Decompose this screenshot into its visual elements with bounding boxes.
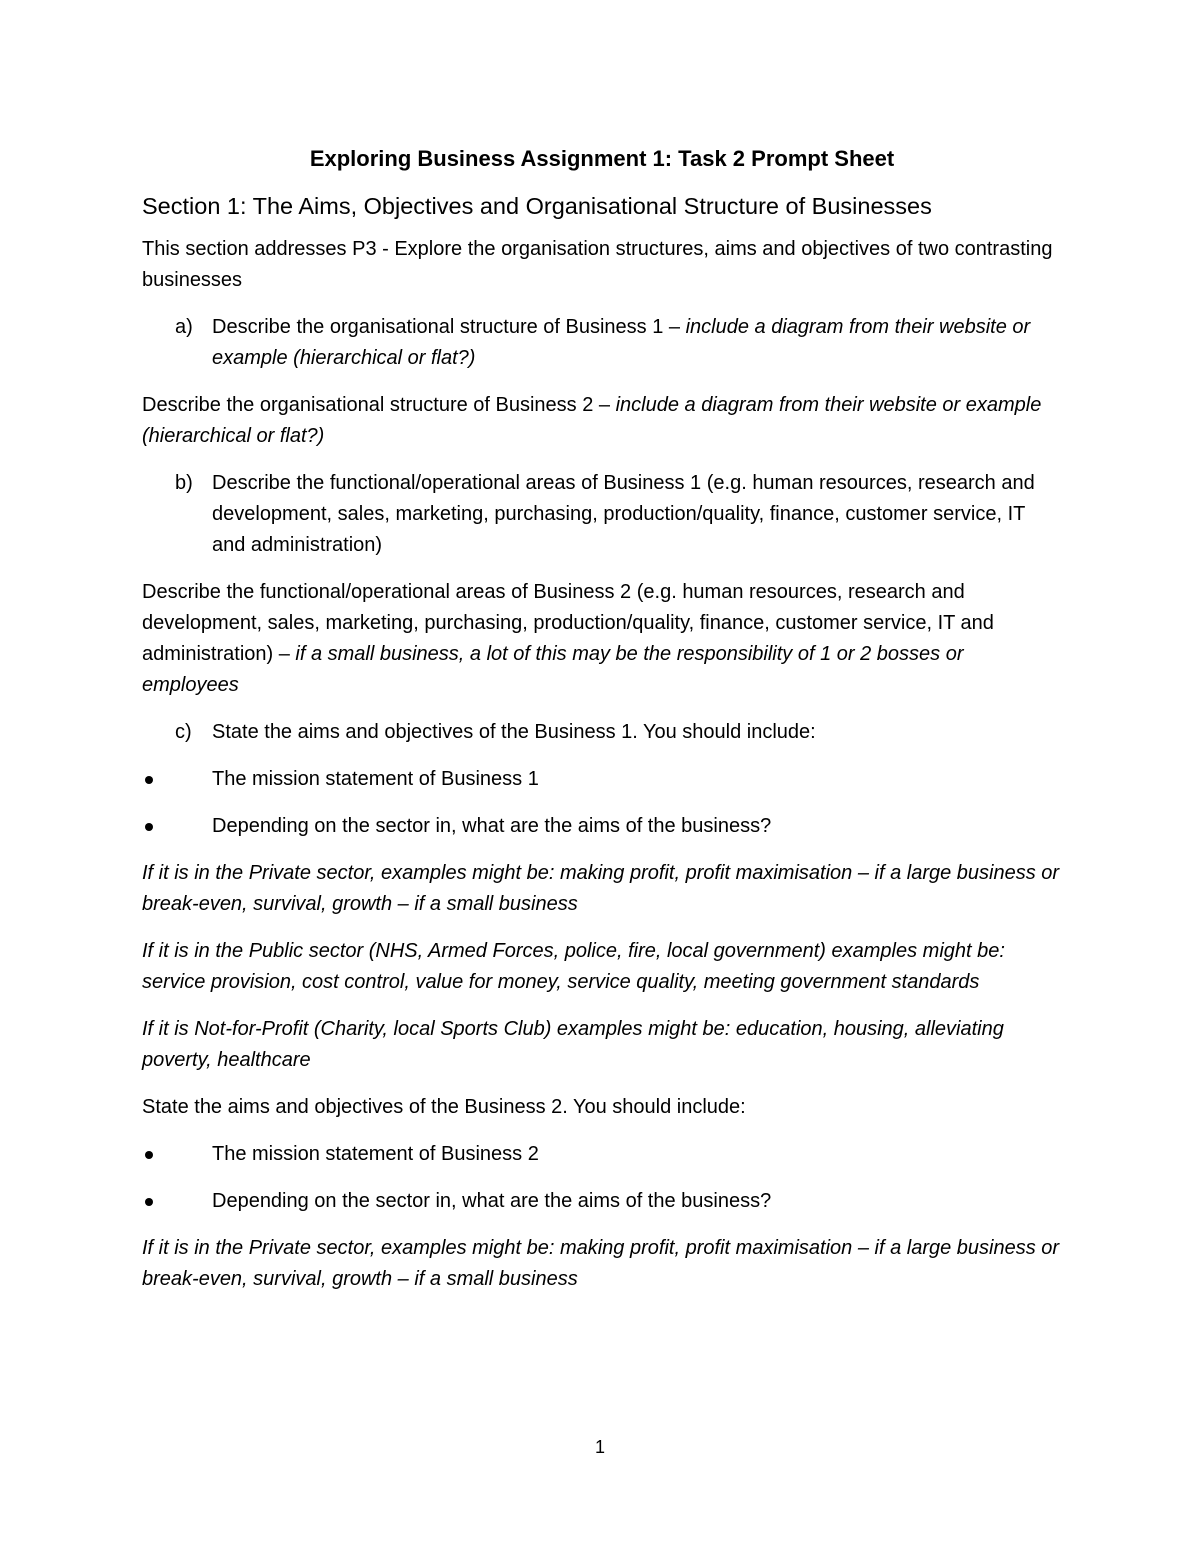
not-for-profit-paragraph: If it is Not-for-Profit (Charity, local Sports Club) examples might be: education, housing, alleviating poverty, healthcare [142,1018,1004,1071]
list-marker-c: c) [175,721,192,743]
private-sector-paragraph-2: If it is in the Private sector, examples might be: making profit, profit maximisation – if a large business or break-even, survival, growth – if a small business [142,1237,1060,1290]
item-c-text: State the aims and objectives of the Business 1. You should include: [212,721,816,743]
bullet-icon [145,1198,153,1206]
list-marker-b: b) [175,472,193,494]
intro-paragraph: This section addresses P3 - Explore the organisation structures, aims and objectives of two contrasting businesses [142,238,1053,291]
state-business-2-paragraph: State the aims and objectives of the Business 2. You should include: [142,1096,746,1118]
list-item-b [142,468,1062,561]
bullet-item [142,1139,1062,1170]
item-a-text: Describe the organisational structure of Business 1 – [212,316,686,338]
bullet-text: The mission statement of Business 1 [212,768,539,790]
item-b-text: Describe the functional/operational areas of Business 1 (e.g. human resources, research and development, sales, marketing, purchasing, production/quality, finance, customer service, IT and administration) [212,472,1035,556]
business-2-functional-text: Describe the functional/operational areas of Business 2 (e.g. human resources, research and development, sales, marketing, purchasing, production/quality, finance, customer service, IT and administration) – [142,581,994,665]
business-2-structure-text: Describe the organisational structure of Business 2 – [142,394,616,416]
business-2-structure-paragraph [142,390,1062,452]
bullet-text: The mission statement of Business 2 [212,1143,539,1165]
business-2-functional-paragraph [142,577,1062,701]
bullet-text: Depending on the sector in, what are the aims of the business? [212,815,772,837]
private-sector-paragraph: If it is in the Private sector, examples might be: making profit, profit maximisation – if a large business or break-even, survival, growth – if a small business [142,862,1060,915]
public-sector-paragraph: If it is in the Public sector (NHS, Armed Forces, police, fire, local government) examples might be: service provision, cost control, value for money, service quality, meeting government standards [142,940,1005,993]
bullet-icon [145,1151,153,1159]
bullet-text: Depending on the sector in, what are the aims of the business? [212,1190,772,1212]
item-a-italic: include a diagram from their website or example (hierarchical or flat?) [212,316,1031,369]
section-heading: Section 1: The Aims, Objectives and Organisational Structure of Businesses [142,193,932,219]
list-marker-a: a) [175,316,193,338]
list-item-a [142,312,1062,374]
bullet-icon [145,776,153,784]
bullet-item [142,1186,1062,1217]
business-2-structure-italic: include a diagram from their website or example (hierarchical or flat?) [142,394,1042,447]
bullet-item [142,764,1062,795]
document-body [142,142,1062,1311]
list-item-c [142,717,1062,748]
page-number: 1 [594,1437,605,1457]
bullet-icon [145,823,153,831]
bullet-item [142,811,1062,842]
business-2-functional-italic: if a small business, a lot of this may be the responsibility of 1 or 2 bosses or employees [142,643,964,696]
document-title: Exploring Business Assignment 1: Task 2 Prompt Sheet [309,146,895,171]
